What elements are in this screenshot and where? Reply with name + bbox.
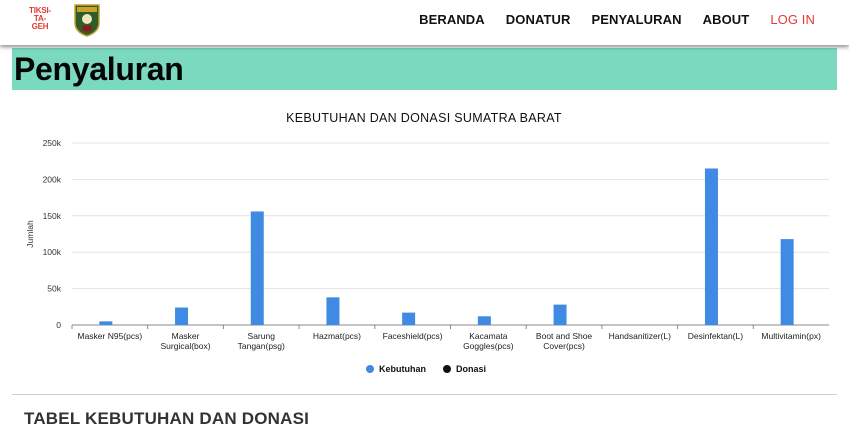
nav-beranda[interactable]: BERANDA [419, 11, 485, 27]
bar-kebutuhan [781, 239, 794, 325]
y-tick-label: 50k [47, 283, 61, 294]
bar-kebutuhan [478, 316, 491, 325]
bar-kebutuhan [402, 313, 415, 325]
y-tick-label: 150k [42, 210, 61, 221]
chart-container [0, 100, 849, 385]
bar-kebutuhan [554, 305, 567, 325]
x-tick-label: Multivitamin(px) [761, 331, 821, 341]
x-tick-label: Hazmat(pcs) [312, 331, 362, 341]
brand-logo-line: GEH [31, 22, 49, 31]
x-tick-label: Sarung [247, 331, 275, 341]
nav-penyaluran[interactable]: PENYALURAN [591, 11, 682, 27]
section-divider [12, 394, 837, 395]
nav-menu [419, 0, 849, 38]
page-title: Penyaluran [14, 51, 184, 87]
nav-donatur[interactable]: DONATUR [505, 11, 571, 27]
chart-title: KEBUTUHAN DAN DONASI SUMATRA BARAT [286, 111, 562, 125]
legend-marker-kebutuhan [366, 365, 374, 373]
legend-label-kebutuhan: Kebutuhan [379, 364, 426, 374]
bar-kebutuhan [175, 308, 188, 325]
x-tick-label: Goggles(pcs) [463, 341, 514, 351]
legend-marker-donasi [443, 365, 451, 373]
brand-logo-line: TIKSI- [29, 6, 51, 15]
bar-kebutuhan [99, 321, 112, 325]
brand-logo-line: TA- [33, 14, 47, 23]
x-tick-label: Desinfektan(L) [687, 331, 744, 341]
nav-about[interactable]: ABOUT [702, 11, 750, 27]
y-tick-label: 0 [56, 320, 61, 330]
x-tick-label: Surgical(box) [160, 341, 211, 351]
brand-logo[interactable] [28, 7, 52, 31]
x-tick-label: Masker [171, 331, 200, 341]
x-tick-label: Cover(pcs) [543, 341, 585, 351]
login-link[interactable]: LOG IN [770, 11, 815, 27]
navbar [0, 0, 849, 45]
page-title-bar [12, 48, 837, 90]
x-tick-label: Faceshield(pcs) [382, 331, 443, 341]
y-tick-label: 100k [42, 247, 61, 258]
x-tick-label: Tangan(psg) [237, 341, 285, 351]
x-tick-label: Boot and Shoe [535, 331, 593, 341]
x-tick-label: Masker N95(pcs) [77, 331, 143, 341]
table-heading: TABEL KEBUTUHAN DAN DONASI [24, 409, 310, 428]
y-axis-label: Jumlah [25, 220, 35, 248]
y-tick-label: 250k [42, 138, 61, 148]
x-tick-label: Handsanitizer(L) [608, 331, 671, 341]
bar-kebutuhan [326, 297, 339, 325]
legend-label-donasi: Donasi [456, 364, 487, 374]
bar-kebutuhan [251, 211, 264, 325]
y-tick-label: 200k [42, 174, 61, 185]
bar-kebutuhan [705, 168, 718, 325]
province-seal-icon[interactable] [73, 3, 101, 37]
bar-chart [0, 100, 849, 385]
x-tick-label: Kacamata [469, 331, 508, 341]
